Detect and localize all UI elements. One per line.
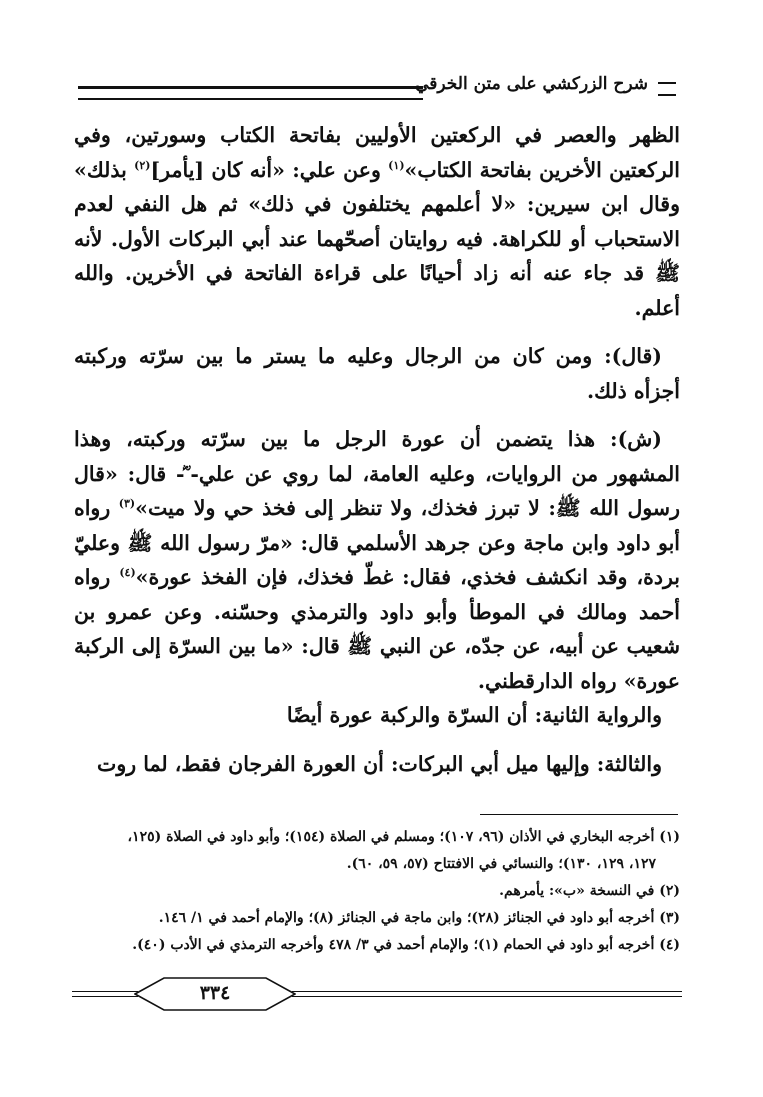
footnote-ref-1: (١) [388, 158, 405, 172]
header-rule [78, 86, 423, 100]
paragraph-5 [74, 747, 680, 782]
footnote-3: (٣) أخرجه أبو داود في الجنائز (٢٨)؛ وابن ماجة في الجنائز (٨)؛ والإمام أحمد في ١/ ١٤٦. [158, 910, 680, 926]
page-number: ٣٣٤ [199, 982, 231, 1004]
page-number-frame [72, 977, 682, 1011]
footnote-4: (٤) أخرجه أبو داود في الحمام (١)؛ والإمام أحمد في ٣/ ٤٧٨ وأخرجه الترمذي في الأدب (٤٠). [132, 937, 680, 953]
page-number-rule-right [292, 991, 682, 997]
footnotes [74, 824, 680, 959]
paragraph-4 [74, 698, 680, 733]
footnote-ref-3: (٣) [118, 497, 136, 511]
footnote-1-continued: ١٢٧، ١٢٩، ١٣٠)؛ والنسائي في الافتتاح (٥٧، ٥٩، ٦٠). [346, 856, 656, 872]
paragraph-3-text-b: رواه أبو داود وابن ماجة وعن جرهد الأسلمي قال: «مرّ رسول الله ﷺ وعليّ بردة، وقد انكشف فخذي، فقال: غطّ فخذك، فإن الفخذ عورة» [74, 496, 680, 589]
main-text [74, 118, 680, 781]
paragraph-2 [74, 339, 680, 408]
header-title: شرح الزركشي على متن الخرقي [415, 74, 648, 94]
paragraph-1-text-c: بذلك» وقال ابن سيرين: «لا أعلمهم يختلفون في ذلك» ثم هل النفي لعدم الاستحباب أو للكراهة. فيه روايتان أصحّهما عند أبي البركات الأول. لأنه ﷺ قد جاء عنه أنه زاد أحيانًا على قراءة الفاتحة في الأخرين. والله أعلم. [74, 157, 680, 320]
footnote-2: (٢) في النسخة «ب»: يأمرهم. [499, 883, 680, 899]
paragraph-2-text: (قال): ومن كان من الرجال وعليه ما يستر ما بين سرّته وركبته أجزأه ذلك. [74, 344, 680, 403]
paragraph-3 [74, 422, 680, 698]
footnote-ref-4: (٤) [119, 566, 136, 580]
paragraph-1-text-b: وعن علي: «أنه كان [يأمر] [150, 157, 389, 182]
running-header [78, 70, 678, 106]
header-ornament [658, 82, 676, 96]
footnote-separator [480, 814, 678, 815]
paragraph-1-text-a: الظهر والعصر في الركعتين الأوليين بفاتحة الكتاب وسورتين، وفي الركعتين الأخرين بفاتحة الكتاب» [74, 123, 680, 182]
paragraph-3-text-a: (ش): هذا يتضمن أن عورة الرجل ما بين سرّته وركبته، وهذا المشهور من الروايات، وعليه العامة، لما روي عن علي- ؓ- قال: «قال رسول الله ﷺ: لا تبرز فخذك، ولا تنظر إلى فخذ حي ولا ميت» [74, 427, 680, 520]
paragraph-5-text: والثالثة: وإليها ميل أبي البركات: أن العورة الفرجان فقط، لما روت [97, 751, 662, 776]
footnote-1: (١) أخرجه البخاري في الأذان (٩٦، ١٠٧)؛ ومسلم في الصلاة (١٥٤)؛ وأبو داود في الصلاة (١٢٥، [127, 829, 680, 845]
footnote-ref-2: (٢) [134, 158, 151, 172]
paragraph-3-text-c: رواه أحمد ومالك في الموطأ وأبو داود والترمذي وحسّنه. وعن عمرو بن شعيب عن أبيه، عن جدّه، عن النبي ﷺ قال: «ما بين السرّة إلى الركبة عورة» رواه الدارقطني. [74, 565, 680, 693]
paragraph-4-text: والرواية الثانية: أن السرّة والركبة عورة أيضًا [286, 703, 662, 727]
page-number-rule-left [72, 991, 138, 997]
paragraph-1 [74, 118, 680, 325]
